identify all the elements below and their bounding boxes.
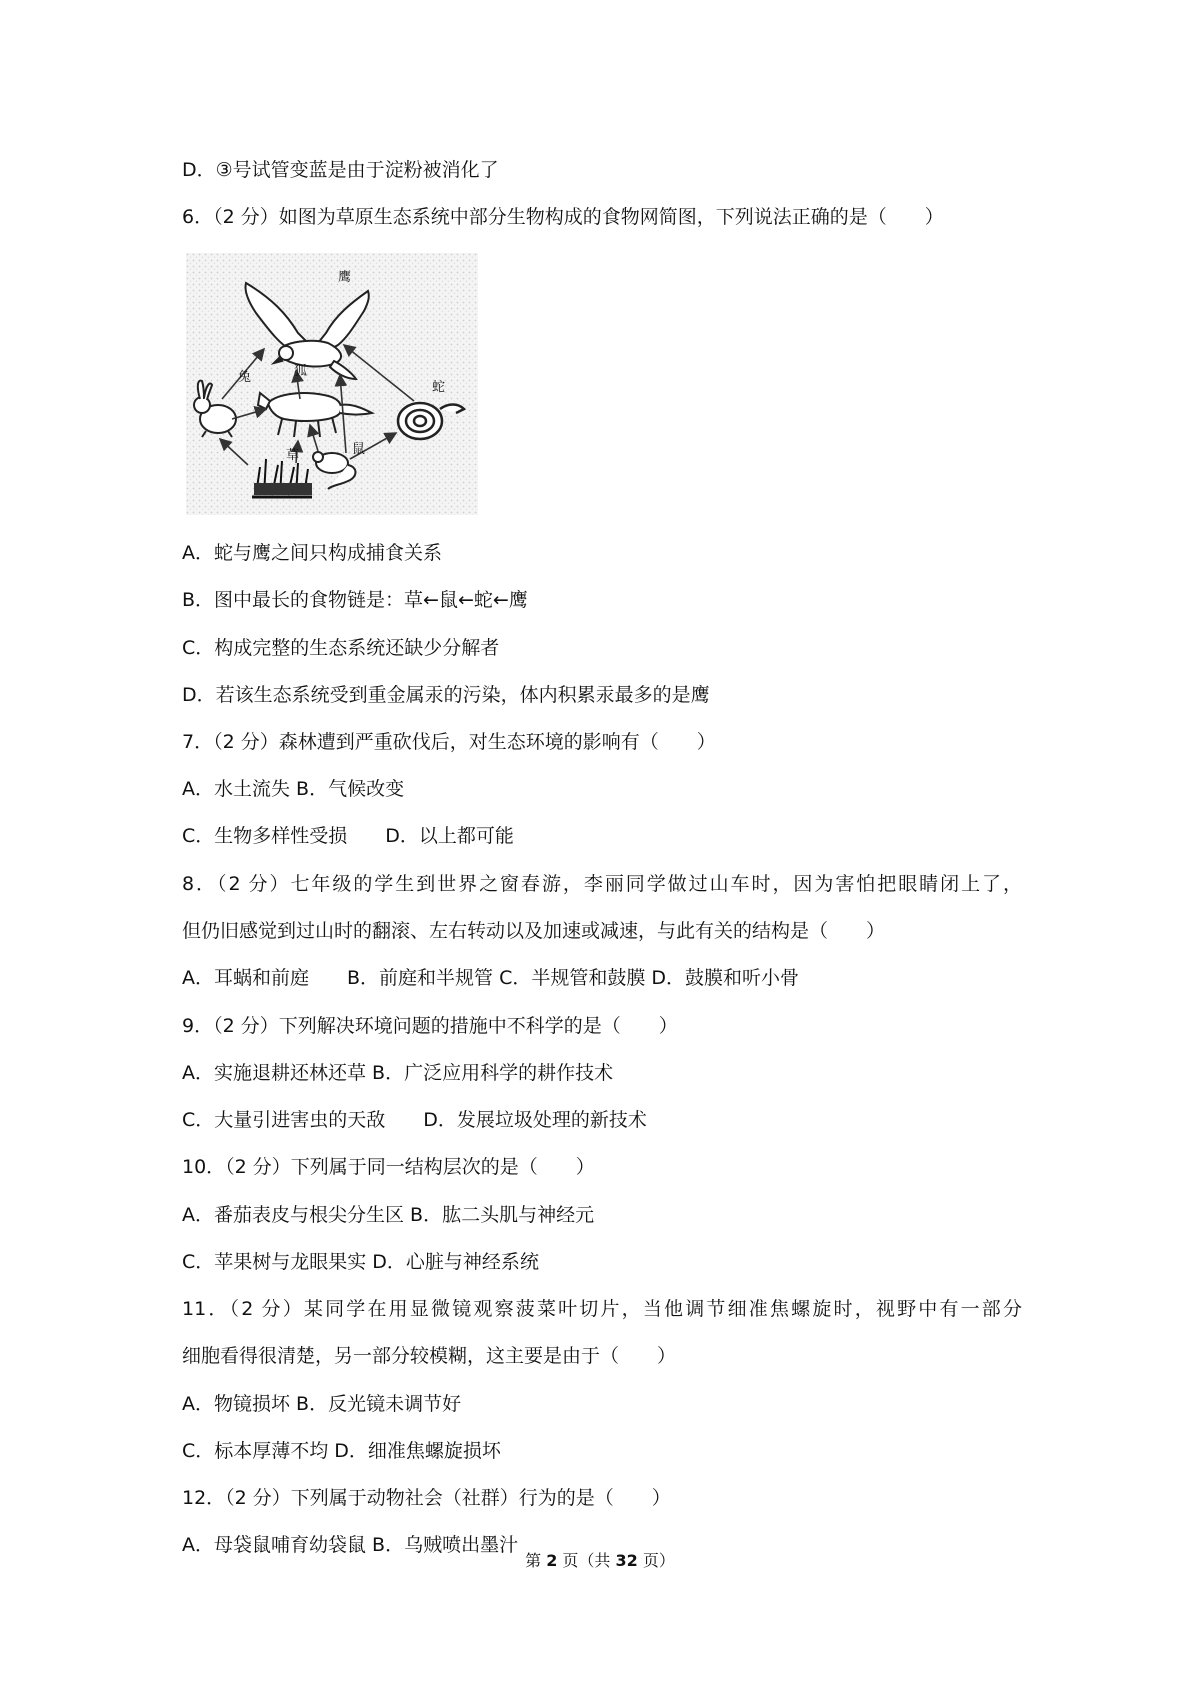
question-6-stem: 6．（2 分）如图为草原生态系统中部分生物构成的食物网简图，下列说法正确的是（ ） [182, 206, 944, 228]
question-8-options: A．耳蜗和前庭 B．前庭和半规管 C．半规管和鼓膜 D．鼓膜和听小骨 [182, 967, 800, 989]
question-9-stem: 9．（2 分）下列解决环境问题的措施中不科学的是（ ） [182, 1015, 678, 1037]
question-7-options-cd: C．生物多样性受损 D．以上都可能 [182, 825, 514, 847]
page-footer [0, 1551, 1200, 1571]
label-fox: 狐 [294, 364, 308, 379]
question-11-options-ab: A．物镜损坏 B．反光镜未调节好 [182, 1393, 462, 1415]
footer-page-number: 2 [546, 1551, 558, 1570]
label-eagle: 鹰 [338, 270, 352, 285]
question-12-stem: 12．（2 分）下列属于动物社会（社群）行为的是（ ） [182, 1487, 671, 1509]
question-6-option-d: D．若该生态系统受到重金属汞的污染，体内积累汞最多的是鹰 [182, 684, 710, 706]
question-7-options-ab: A．水土流失 B．气候改变 [182, 778, 405, 800]
question-12-options-ab: A．母袋鼠哺育幼袋鼠 B．乌贼喷出墨汁 [182, 1534, 519, 1556]
label-rabbit: 兔 [238, 370, 252, 385]
food-web-figure [186, 253, 478, 515]
question-6-option-a: A．蛇与鹰之间只构成捕食关系 [182, 542, 442, 564]
question-10-options-cd: C．苹果树与龙眼果实 D．心脏与神经系统 [182, 1251, 539, 1273]
question-11-options-cd: C．标本厚薄不均 D．细准焦螺旋损坏 [182, 1440, 501, 1462]
footer-middle: 页（共 [557, 1551, 616, 1570]
question-7-stem: 7．（2 分）森林遭到严重砍伐后，对生态环境的影响有（ ） [182, 731, 716, 753]
question-11-stem-line-2: 细胞看得很清楚，另一部分较模糊，这主要是由于（ ） [182, 1345, 677, 1367]
question-8-stem-line-1: 8．（2 分）七年级的学生到世界之窗春游，李丽同学做过山车时，因为害怕把眼睛闭上了， [182, 873, 1022, 895]
label-mouse: 鼠 [352, 442, 366, 457]
question-9-options-cd: C．大量引进害虫的天敌 D．发展垃圾处理的新技术 [182, 1109, 647, 1131]
question-8-stem-line-2: 但仍旧感觉到过山时的翻滚、左右转动以及加速或减速，与此有关的结构是（ ） [182, 920, 886, 942]
question-6-option-c: C．构成完整的生态系统还缺少分解者 [182, 637, 500, 659]
footer-suffix: 页） [637, 1551, 675, 1570]
footer-prefix: 第 [525, 1551, 547, 1570]
question-6-option-b: B．图中最长的食物链是：草←鼠←蛇←鹰 [182, 589, 528, 611]
question-10-stem: 10．（2 分）下列属于同一结构层次的是（ ） [182, 1156, 595, 1178]
footer-total-pages: 32 [615, 1551, 638, 1570]
text-line: D．③号试管变蓝是由于淀粉被消化了 [182, 159, 499, 181]
question-10-options-ab: A．番茄表皮与根尖分生区 B．肱二头肌与神经元 [182, 1204, 595, 1226]
label-grass: 草 [286, 448, 300, 463]
question-11-stem-line-1: 11．（2 分）某同学在用显微镜观察菠菜叶切片，当他调节细准焦螺旋时，视野中有一部分 [182, 1298, 1022, 1320]
question-9-options-ab: A．实施退耕还林还草 B．广泛应用科学的耕作技术 [182, 1062, 614, 1084]
label-snake: 蛇 [432, 380, 446, 395]
